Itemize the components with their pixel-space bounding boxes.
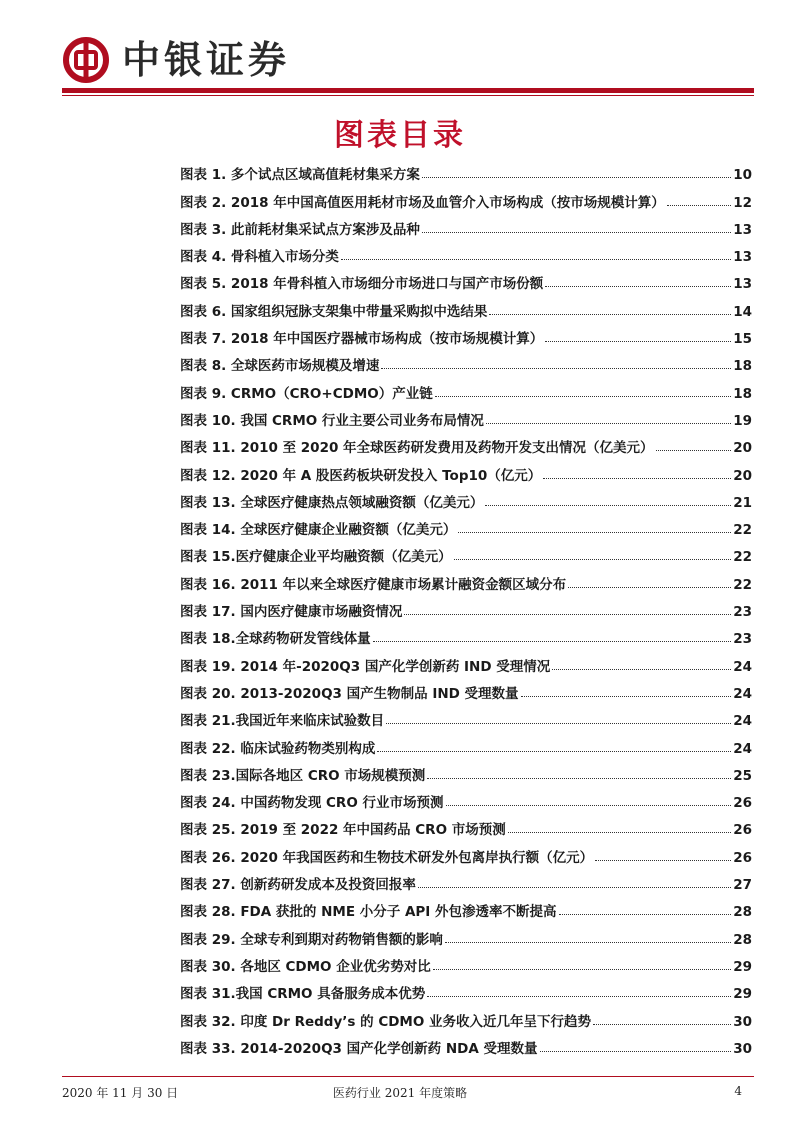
toc-dot-leader [552, 669, 731, 670]
toc-entry-page: 23 [733, 631, 752, 648]
toc-dot-leader [486, 423, 731, 424]
toc-entry-label: 图表 19. 2014 年-2020Q3 国产化学创新药 IND 受理情况 [180, 658, 551, 675]
toc-dot-leader [404, 614, 731, 615]
toc-entry[interactable] [180, 320, 752, 347]
footer-divider [62, 1076, 754, 1077]
toc-entry-label: 图表 17. 国内医疗健康市场融资情况 [180, 604, 403, 621]
toc-entry[interactable] [180, 1002, 752, 1029]
toc-entry-page: 26 [733, 822, 752, 839]
toc-entry[interactable] [180, 238, 752, 265]
toc-entry-label: 图表 22. 临床试验药物类别构成 [180, 740, 376, 757]
toc-dot-leader [559, 914, 732, 915]
toc-dot-leader [377, 751, 731, 752]
toc-entry-label: 图表 3. 此前耗材集采试点方案涉及品种 [180, 221, 420, 238]
toc-entry[interactable] [180, 211, 752, 238]
toc-entry-page: 26 [733, 795, 752, 812]
toc-dot-leader [422, 232, 731, 233]
toc-dot-leader [543, 478, 731, 479]
toc-dot-leader [454, 559, 732, 560]
toc-entry[interactable] [180, 866, 752, 893]
toc-entry-label: 图表 9. CRMO（CRO+CDMO）产业链 [180, 385, 433, 402]
toc-entry-page: 30 [733, 1040, 752, 1057]
toc-entry-label: 图表 27. 创新药研发成本及投资回报率 [180, 877, 416, 894]
toc-entry-page: 22 [733, 522, 752, 539]
toc-entry-page: 12 [733, 194, 752, 211]
toc-dot-leader [435, 396, 731, 397]
toc-dot-leader [595, 860, 731, 861]
toc-entry-page: 15 [733, 331, 752, 348]
brand-name: 中银证券 [122, 38, 291, 82]
toc-entry-label: 图表 18.全球药物研发管线体量 [180, 631, 371, 648]
toc-entry[interactable] [180, 292, 752, 319]
toc-dot-leader [341, 259, 731, 260]
toc-dot-leader [418, 887, 731, 888]
toc-entry-page: 14 [733, 303, 752, 320]
toc-dot-leader [656, 450, 732, 451]
toc-entry[interactable] [180, 1030, 752, 1057]
toc-entry-label: 图表 8. 全球医药市场规模及增速 [180, 358, 380, 375]
toc-entry-page: 29 [733, 986, 752, 1003]
toc-entry-label: 图表 16. 2011 年以来全球医疗健康市场累计融资金额区域分布 [180, 576, 567, 593]
toc-entry-page: 28 [733, 931, 752, 948]
toc-dot-leader [427, 996, 731, 997]
toc-entry-label: 图表 10. 我国 CRMO 行业主要公司业务布局情况 [180, 412, 484, 429]
toc-entry-page: 10 [733, 167, 752, 184]
toc-entry[interactable] [180, 729, 752, 756]
toc-entry[interactable] [180, 565, 752, 592]
toc-dot-leader [458, 532, 731, 533]
toc-entry-label: 图表 6. 国家组织冠脉支架集中带量采购拟中选结果 [180, 303, 488, 320]
toc-entry[interactable] [180, 265, 752, 292]
toc-entry-page: 13 [733, 221, 752, 238]
toc-entry-label: 图表 2. 2018 年中国高值医用耗材市场及血管介入市场构成（按市场规模计算） [180, 194, 665, 211]
toc-entry-label: 图表 24. 中国药物发现 CRO 行业市场预测 [180, 795, 444, 812]
toc-dot-leader [667, 205, 732, 206]
header-divider-thin [62, 95, 754, 96]
toc-entry[interactable] [180, 183, 752, 210]
toc-dot-leader [489, 314, 731, 315]
toc-entry[interactable] [180, 838, 752, 865]
toc-entry[interactable] [180, 811, 752, 838]
toc-entry-label: 图表 23.国际各地区 CRO 市场规模预测 [180, 767, 426, 784]
toc-entry[interactable] [180, 593, 752, 620]
toc-entry-label: 图表 14. 全球医疗健康企业融资额（亿美元） [180, 522, 457, 539]
toc-entry[interactable] [180, 347, 752, 374]
toc-entry-label: 图表 12. 2020 年 A 股医药板块研发投入 Top10（亿元） [180, 467, 542, 484]
toc-entry-page: 18 [733, 385, 752, 402]
toc-entry-page: 13 [733, 276, 752, 293]
toc-entry-page: 23 [733, 604, 752, 621]
toc-entry-label: 图表 28. FDA 获批的 NME 小分子 API 外包渗透率不断提高 [180, 904, 557, 921]
report-title: 医药行业 2021 年度策略 [332, 1086, 468, 1100]
toc-dot-leader [422, 177, 731, 178]
toc-entry-label: 图表 29. 全球专利到期对药物销售额的影响 [180, 931, 443, 948]
toc-entry-page: 24 [733, 713, 752, 730]
toc-entry-label: 图表 31.我国 CRMO 具备服务成本优势 [180, 986, 426, 1003]
toc-entry[interactable] [180, 429, 752, 456]
header-divider [62, 88, 754, 93]
toc-dot-leader [545, 286, 731, 287]
toc-entry[interactable] [180, 893, 752, 920]
page-title: 图表目录 [334, 118, 466, 153]
toc-entry-page: 26 [733, 849, 752, 866]
toc-entry-page: 21 [733, 494, 752, 511]
toc-entry[interactable] [180, 702, 752, 729]
toc-dot-leader [568, 587, 731, 588]
toc-dot-leader [433, 969, 731, 970]
toc-entry-label: 图表 5. 2018 年骨科植入市场细分市场进口与国产市场份额 [180, 276, 544, 293]
toc-entry-page: 28 [733, 904, 752, 921]
toc-entry[interactable] [180, 757, 752, 784]
toc-dot-leader [593, 1024, 731, 1025]
toc-entry[interactable] [180, 511, 752, 538]
toc-dot-leader [445, 942, 731, 943]
toc-entry[interactable] [180, 948, 752, 975]
toc-entry[interactable] [180, 156, 752, 183]
toc-dot-leader [521, 696, 732, 697]
toc-entry-label: 图表 33. 2014-2020Q3 国产化学创新药 NDA 受理数量 [180, 1040, 538, 1057]
toc-entry-label: 图表 20. 2013-2020Q3 国产生物制品 IND 受理数量 [180, 685, 519, 702]
toc-entry[interactable] [180, 456, 752, 483]
toc-entry-label: 图表 21.我国近年来临床试验数目 [180, 713, 385, 730]
toc-entry-page: 20 [733, 467, 752, 484]
toc-entry-label: 图表 32. 印度 Dr Reddy’s 的 CDMO 业务收入近几年呈下行趋势 [180, 1013, 592, 1030]
report-date: 2020 年 11 月 30 日 [62, 1086, 179, 1100]
toc-entry-page: 30 [733, 1013, 752, 1030]
page-number: 4 [734, 1084, 742, 1098]
toc-dot-leader [427, 778, 731, 779]
bank-of-china-logo-icon [62, 36, 110, 84]
toc-dot-leader [386, 723, 731, 724]
toc-entry-page: 24 [733, 658, 752, 675]
toc-entry[interactable] [180, 975, 752, 1002]
toc-dot-leader [446, 805, 732, 806]
toc-entry-page: 18 [733, 358, 752, 375]
toc-entry[interactable] [180, 620, 752, 647]
toc-dot-leader [373, 641, 732, 642]
toc-entry-label: 图表 11. 2010 至 2020 年全球医药研发费用及药物开发支出情况（亿美元） [180, 440, 654, 457]
toc-entry-page: 27 [733, 877, 752, 894]
toc-entry-label: 图表 26. 2020 年我国医药和生物技术研发外包离岸执行额（亿元） [180, 849, 594, 866]
toc-entry-page: 22 [733, 576, 752, 593]
toc-entry-page: 24 [733, 740, 752, 757]
toc-entry[interactable] [180, 784, 752, 811]
toc-dot-leader [540, 1051, 732, 1052]
toc-entry-label: 图表 15.医疗健康企业平均融资额（亿美元） [180, 549, 452, 566]
table-of-figures [180, 156, 752, 1057]
toc-entry[interactable] [180, 920, 752, 947]
toc-entry[interactable] [180, 484, 752, 511]
toc-entry-label: 图表 30. 各地区 CDMO 企业优劣势对比 [180, 958, 431, 975]
toc-dot-leader [381, 368, 731, 369]
toc-entry-page: 25 [733, 767, 752, 784]
toc-entry-page: 24 [733, 685, 752, 702]
brand-logo [62, 36, 290, 84]
toc-entry[interactable] [180, 538, 752, 565]
toc-entry[interactable] [180, 374, 752, 401]
toc-entry-label: 图表 7. 2018 年中国医疗器械市场构成（按市场规模计算） [180, 331, 544, 348]
toc-entry-page: 22 [733, 549, 752, 566]
toc-entry-label: 图表 1. 多个试点区域高值耗材集采方案 [180, 167, 420, 184]
toc-entry[interactable] [180, 675, 752, 702]
toc-entry[interactable] [180, 402, 752, 429]
toc-entry-label: 图表 25. 2019 至 2022 年中国药品 CRO 市场预测 [180, 822, 506, 839]
toc-entry-page: 29 [733, 958, 752, 975]
toc-dot-leader [508, 832, 731, 833]
toc-entry-label: 图表 13. 全球医疗健康热点领域融资额（亿美元） [180, 494, 484, 511]
toc-entry-page: 19 [733, 412, 752, 429]
toc-entry-page: 20 [733, 440, 752, 457]
toc-entry-label: 图表 4. 骨科植入市场分类 [180, 249, 339, 266]
toc-entry-page: 13 [733, 249, 752, 266]
toc-dot-leader [545, 341, 731, 342]
toc-dot-leader [485, 505, 731, 506]
toc-entry[interactable] [180, 647, 752, 674]
